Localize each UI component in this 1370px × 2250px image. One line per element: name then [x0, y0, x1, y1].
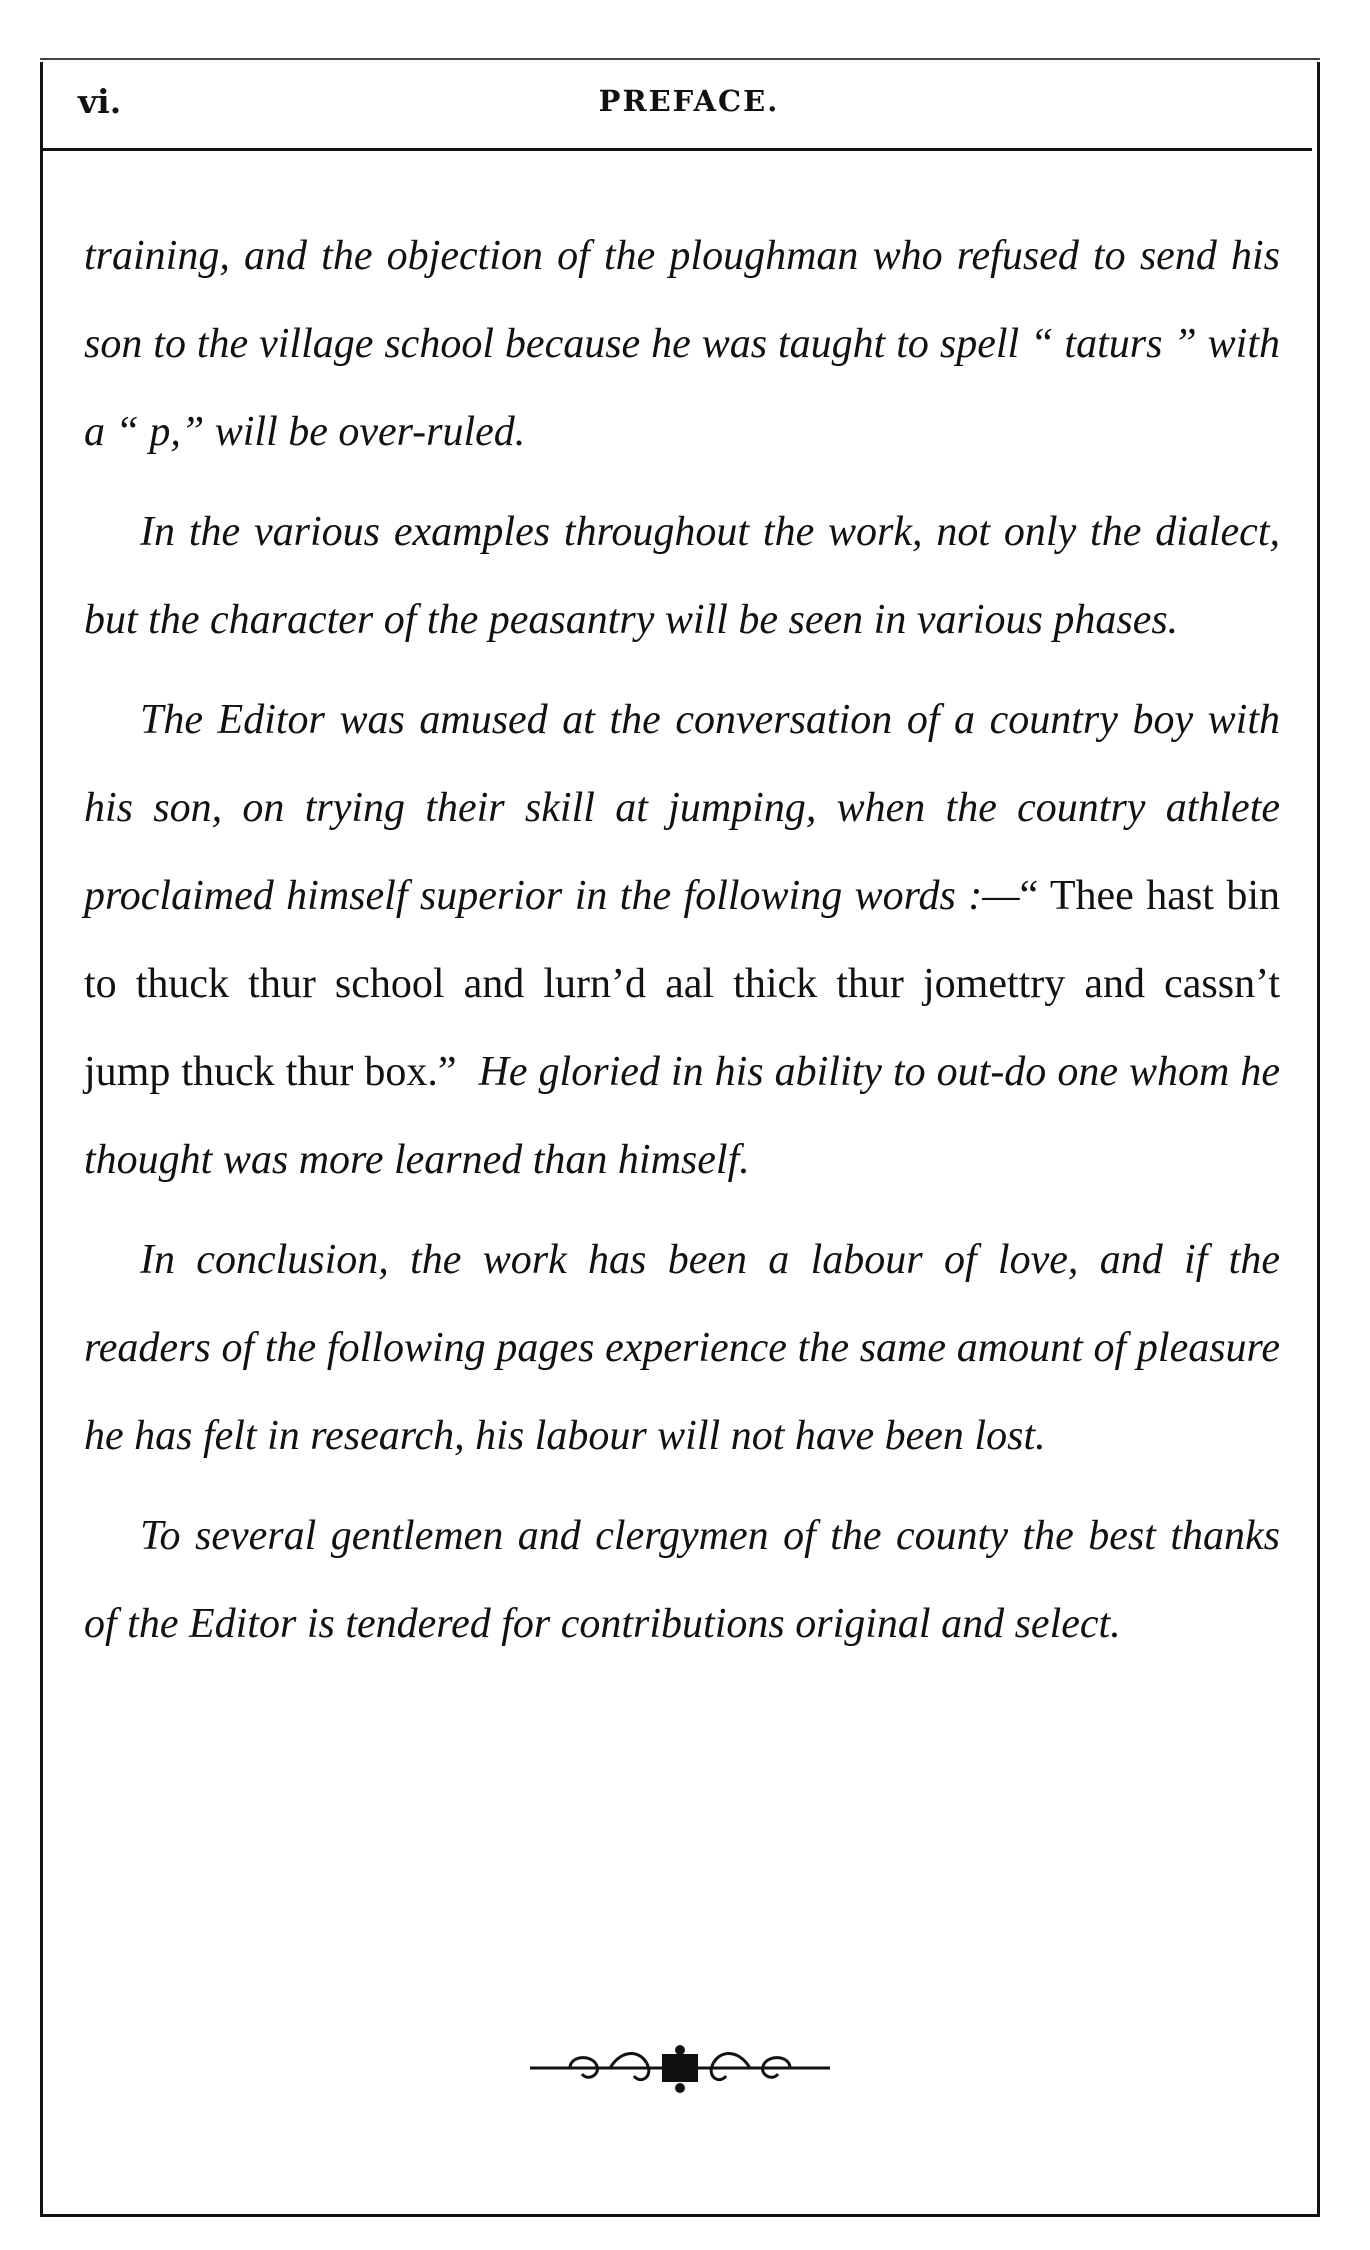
page-number: vi. — [78, 82, 122, 121]
paragraph-5: To several gentlemen and clergymen of the county the best thanks of the Editor is tendered for contributions original and select. — [84, 1513, 1280, 1647]
paragraph-3 — [84, 676, 1280, 1204]
frame-top-rule — [40, 58, 1320, 60]
preface-body — [84, 212, 1280, 1680]
page-header — [78, 82, 1300, 126]
running-head: PREFACE. — [598, 84, 780, 118]
fleuron-ornament-icon — [530, 2038, 830, 2098]
paragraph-4: In conclusion, the work has been a labour of love, and if the readers of the following pages experience the same amount of pleasure he has felt in research, his labour will not have been lost. — [84, 1237, 1280, 1459]
paragraph-3-close: He gloried in his ability to out-do one whom he thought was more learned than himself. — [84, 1049, 1281, 1183]
paragraph-3-intro: The Editor was amused at the conversation of a country boy with his son, on trying their skill at jumping, when the country athlete proclaimed himself superior in the following words :— — [84, 697, 1280, 919]
paragraph-1: training, and the objection of the ploughman who refused to send his son to the village school because he was taught to spell “ taturs ” with a “ p,” will be over-ruled. — [84, 233, 1280, 455]
header-rule — [42, 148, 1312, 151]
paragraph-2: In the various examples throughout the work, not only the dialect, but the character of the peasantry will be seen in various phases. — [84, 509, 1280, 643]
dialect-quote: “ Thee hast bin to thuck thur school and lurn’d aal thick thur jomettry and cassn’t jump thuck thur box.” — [84, 873, 1280, 1095]
